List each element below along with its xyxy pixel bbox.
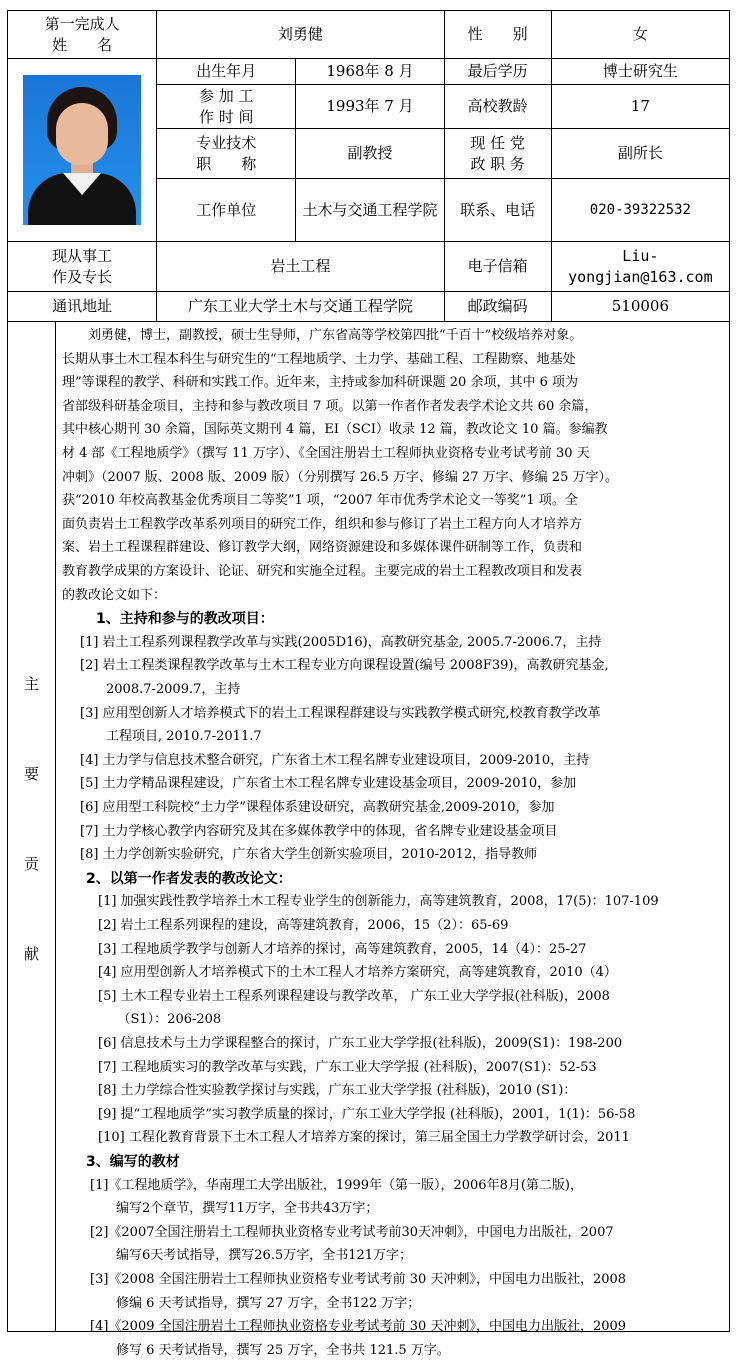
project-item: [4] 土力学与信息技术整合研究，广东省土木工程名牌专业建设项目，2009-2010，主持 (80, 752, 590, 768)
teach-years-label: 高校教龄 (444, 85, 551, 129)
unit-label: 工作单位 (157, 179, 296, 242)
main-contribution-cell (8, 322, 730, 1358)
paper-item: [4] 应用型创新人才培养模式下的土木工程人才培养方案研究，高等建筑教育，2010（4） (98, 965, 617, 981)
intro-line: 的教改论文如下： (62, 587, 167, 603)
book-item: 修写 6 天考试指导，撰写 25 万字，全书共 121.5 万字。 (90, 1342, 450, 1358)
paper-item: [2] 岩土工程系列课程的建设，高等建筑教育，2006，15（2）：65-69 (98, 918, 509, 933)
book-item: 编写6天考试指导，撰写26.5万字，全书121万字； (90, 1248, 413, 1264)
intro-line: 获“2010 年校高教基金优秀项目二等奖”1 项，“2007 年市优秀学术论文一等奖”1 项。全 (62, 493, 578, 509)
post-label: 现 任 党 政 职 务 (444, 129, 551, 179)
intro-line: 省部级科研基金项目，主持和参与教改项目 7 项。以第一作者作者发表学术论文共 60 余篇， (62, 398, 598, 414)
edu-value: 博士研究生 (551, 59, 729, 85)
project-item: 2008.7-2009.7，主持 (80, 682, 241, 697)
email-value: Liu-yongjian@163.com (551, 242, 729, 292)
email-label: 电子信箱 (444, 242, 551, 292)
side-char-2: 要 (23, 765, 39, 783)
intro-line: 理”等课程的教学、科研和实践工作。近年来，主持或参加科研课题 20 余项，其中 6 项为 (62, 375, 578, 391)
intro-line: 面负责岩土工程教学改革系列项目的研究工作，组织和参与修订了岩土工程方向人才培养方 (62, 516, 583, 532)
project-item: [1] 岩土工程系列课程教学改革与实践(2005D16)，高教研究基金, 2005.7-2006.7，主持 (80, 634, 602, 650)
teach-years-value: 17 (551, 85, 729, 129)
zip-label: 邮政编码 (444, 292, 551, 322)
paper-item: [9] 提“工程地质学”实习教学质量的探讨，广东工业大学学报 (社科版)，2001，1(1)：56-58 (98, 1106, 636, 1122)
title-value: 副教授 (296, 129, 444, 179)
book-item: [1]《工程地质学》，华南理工大学出版社，1999年（第一版），2006年8月(第二版)， (90, 1177, 583, 1193)
side-char-3: 贡 (23, 855, 39, 873)
side-char-4: 献 (23, 945, 39, 963)
project-item: [2] 岩土工程类课程教学改革与土木工程专业方向课程设置(编号 2008F39)，高教研究基金, (80, 658, 609, 674)
photo-cell (8, 59, 157, 242)
book-item: 修编 6 天考试指导，撰写 27 万字，全书122 万字； (90, 1295, 421, 1311)
specialty-label: 现从事工 作及专长 (8, 242, 157, 292)
section-heading-projects: 1、主持和参与的教改项目： (96, 611, 274, 628)
phone-label: 联系、电话 (444, 179, 551, 242)
intro-line: 冲刺》（2007 版、2008 版、2009 版）（分别撰写 26.5 万字、修编 27 万字、修编 25 万字）。 (62, 469, 618, 485)
intro-line: 材 4 部《工程地质学》（撰写 11 万字）、《全国注册岩土工程师执业资格专业考试考前 30 天 (62, 446, 590, 461)
paper-item: [8] 土力学综合性实验教学探讨与实践，广东工业大学学报 (社科版)，2010 (S1)： (98, 1083, 577, 1099)
contribution-text (56, 322, 730, 1358)
portrait-photo (23, 75, 141, 225)
unit-value: 土木与交通工程学院 (296, 179, 444, 242)
paper-item: [6] 信息技术与土力学课程整合的探讨，广东工业大学学报(社科版)，2009(S1)：198-200 (98, 1036, 623, 1051)
address-value: 广东工业大学土木与交通工程学院 (157, 292, 444, 322)
section-heading-books: 3、编写的教材 (86, 1154, 180, 1170)
birth-label: 出生年月 (157, 59, 296, 85)
book-item: [3]《2008 全国注册岩土工程师执业资格专业考试考前 30 天冲刺》，中国电力出版社，2008 (90, 1272, 627, 1287)
address-label: 通讯地址 (8, 292, 157, 322)
book-item: [2]《2007全国注册岩土工程师执业资格专业考试考前30天冲刺》，中国电力出版社，2007 (90, 1224, 614, 1240)
intro-line: 教育教学成果的方案设计、论证、研究和实施全过程。主要完成的岩土工程教改项目和发表 (62, 564, 583, 579)
work-start-label: 参 加 工 作 时 间 (157, 85, 296, 129)
personal-info-table (7, 10, 730, 1358)
project-item: 工程项目, 2010.7-2011.7 (80, 729, 262, 745)
intro-line: 其中核心期刊 30 余篇，国际英文期刊 4 篇，EI（SCI）收录 12 篇，教改论文 10 篇。参编教 (62, 422, 608, 438)
intro-line: 长期从事土木工程本科生与研究生的“工程地质学、土力学、基础工程、工程勘察、地基处 (62, 351, 576, 367)
gender-label: 性 别 (444, 11, 551, 59)
project-item: [6] 应用型工科院校“土力学”课程体系建设研究，高教研究基金,2009-2010，参加 (80, 800, 555, 815)
zip-value: 510006 (551, 292, 729, 322)
project-item: [8] 土力学创新实验研究，广东省大学生创新实验项目，2010-2012，指导教师 (80, 847, 538, 863)
intro-line: 刘勇健，博士，副教授，硕士生导师，广东省高等学校第四批“千百十”校级培养对象。 (62, 328, 583, 343)
project-item: [5] 土力学精品课程建设，广东省土木工程名牌专业建设基金项目，2009-2010，参加 (80, 776, 577, 792)
work-start-value: 1993年 7 月 (296, 85, 444, 129)
post-value: 副所长 (551, 129, 729, 179)
main-contribution-label (8, 322, 56, 1331)
first-person-label: 第一完成人 姓 名 (8, 11, 157, 59)
paper-item: [1] 加强实践性教学培养土木工程专业学生的创新能力，高等建筑教育，2008，17(5)：107-109 (98, 894, 659, 910)
edu-label: 最后学历 (444, 59, 551, 85)
specialty-value: 岩土工程 (157, 242, 444, 292)
side-char-1: 主 (23, 675, 39, 693)
title-label: 专业技术 职 称 (157, 129, 296, 179)
paper-item: [3] 工程地质学教学与创新人才培养的探讨，高等建筑教育，2005，14（4）：25-27 (98, 941, 587, 957)
paper-item: [5] 土木工程专业岩土工程系列课程建设与教学改革， 广东工业大学学报(社科版)，2008 (98, 988, 610, 1004)
gender-value: 女 (551, 11, 729, 59)
paper-item: [10] 工程化教育背景下土木工程人才培养方案的探讨，第三届全国土力学教学研讨会，2011 (98, 1130, 630, 1146)
intro-line: 案、岩土工程课程群建设、修订教学大纲，网络资源建设和多媒体课件研制等工作，负责和 (62, 540, 583, 556)
project-item: [7] 土力学核心教学内容研究及其在多媒体教学中的体现，省名牌专业建设基金项目 (80, 823, 558, 839)
book-item: 编写2个章节，撰写11万字，全书共43万字； (90, 1201, 379, 1217)
book-item: [4]《2009 全国注册岩土工程师执业资格专业考试考前 30 天冲刺》，中国电力出版社，2009 (90, 1319, 627, 1335)
section-heading-papers: 2、以第一作者发表的教改论文： (86, 870, 292, 887)
paper-item: （S1）：206-208 (98, 1012, 222, 1028)
name-value: 刘勇健 (157, 11, 444, 59)
phone-value: 020-39322532 (551, 179, 729, 242)
birth-value: 1968年 8 月 (296, 59, 444, 85)
resume-form (7, 10, 730, 1358)
paper-item: [7] 工程地质实习的教学改革与实践，广东工业大学学报 (社科版)，2007(S1)：52-53 (98, 1059, 597, 1075)
project-item: [3] 应用型创新人才培养模式下的岩土工程课程群建设与实践教学模式研究,校教育教学改革 (80, 705, 601, 721)
